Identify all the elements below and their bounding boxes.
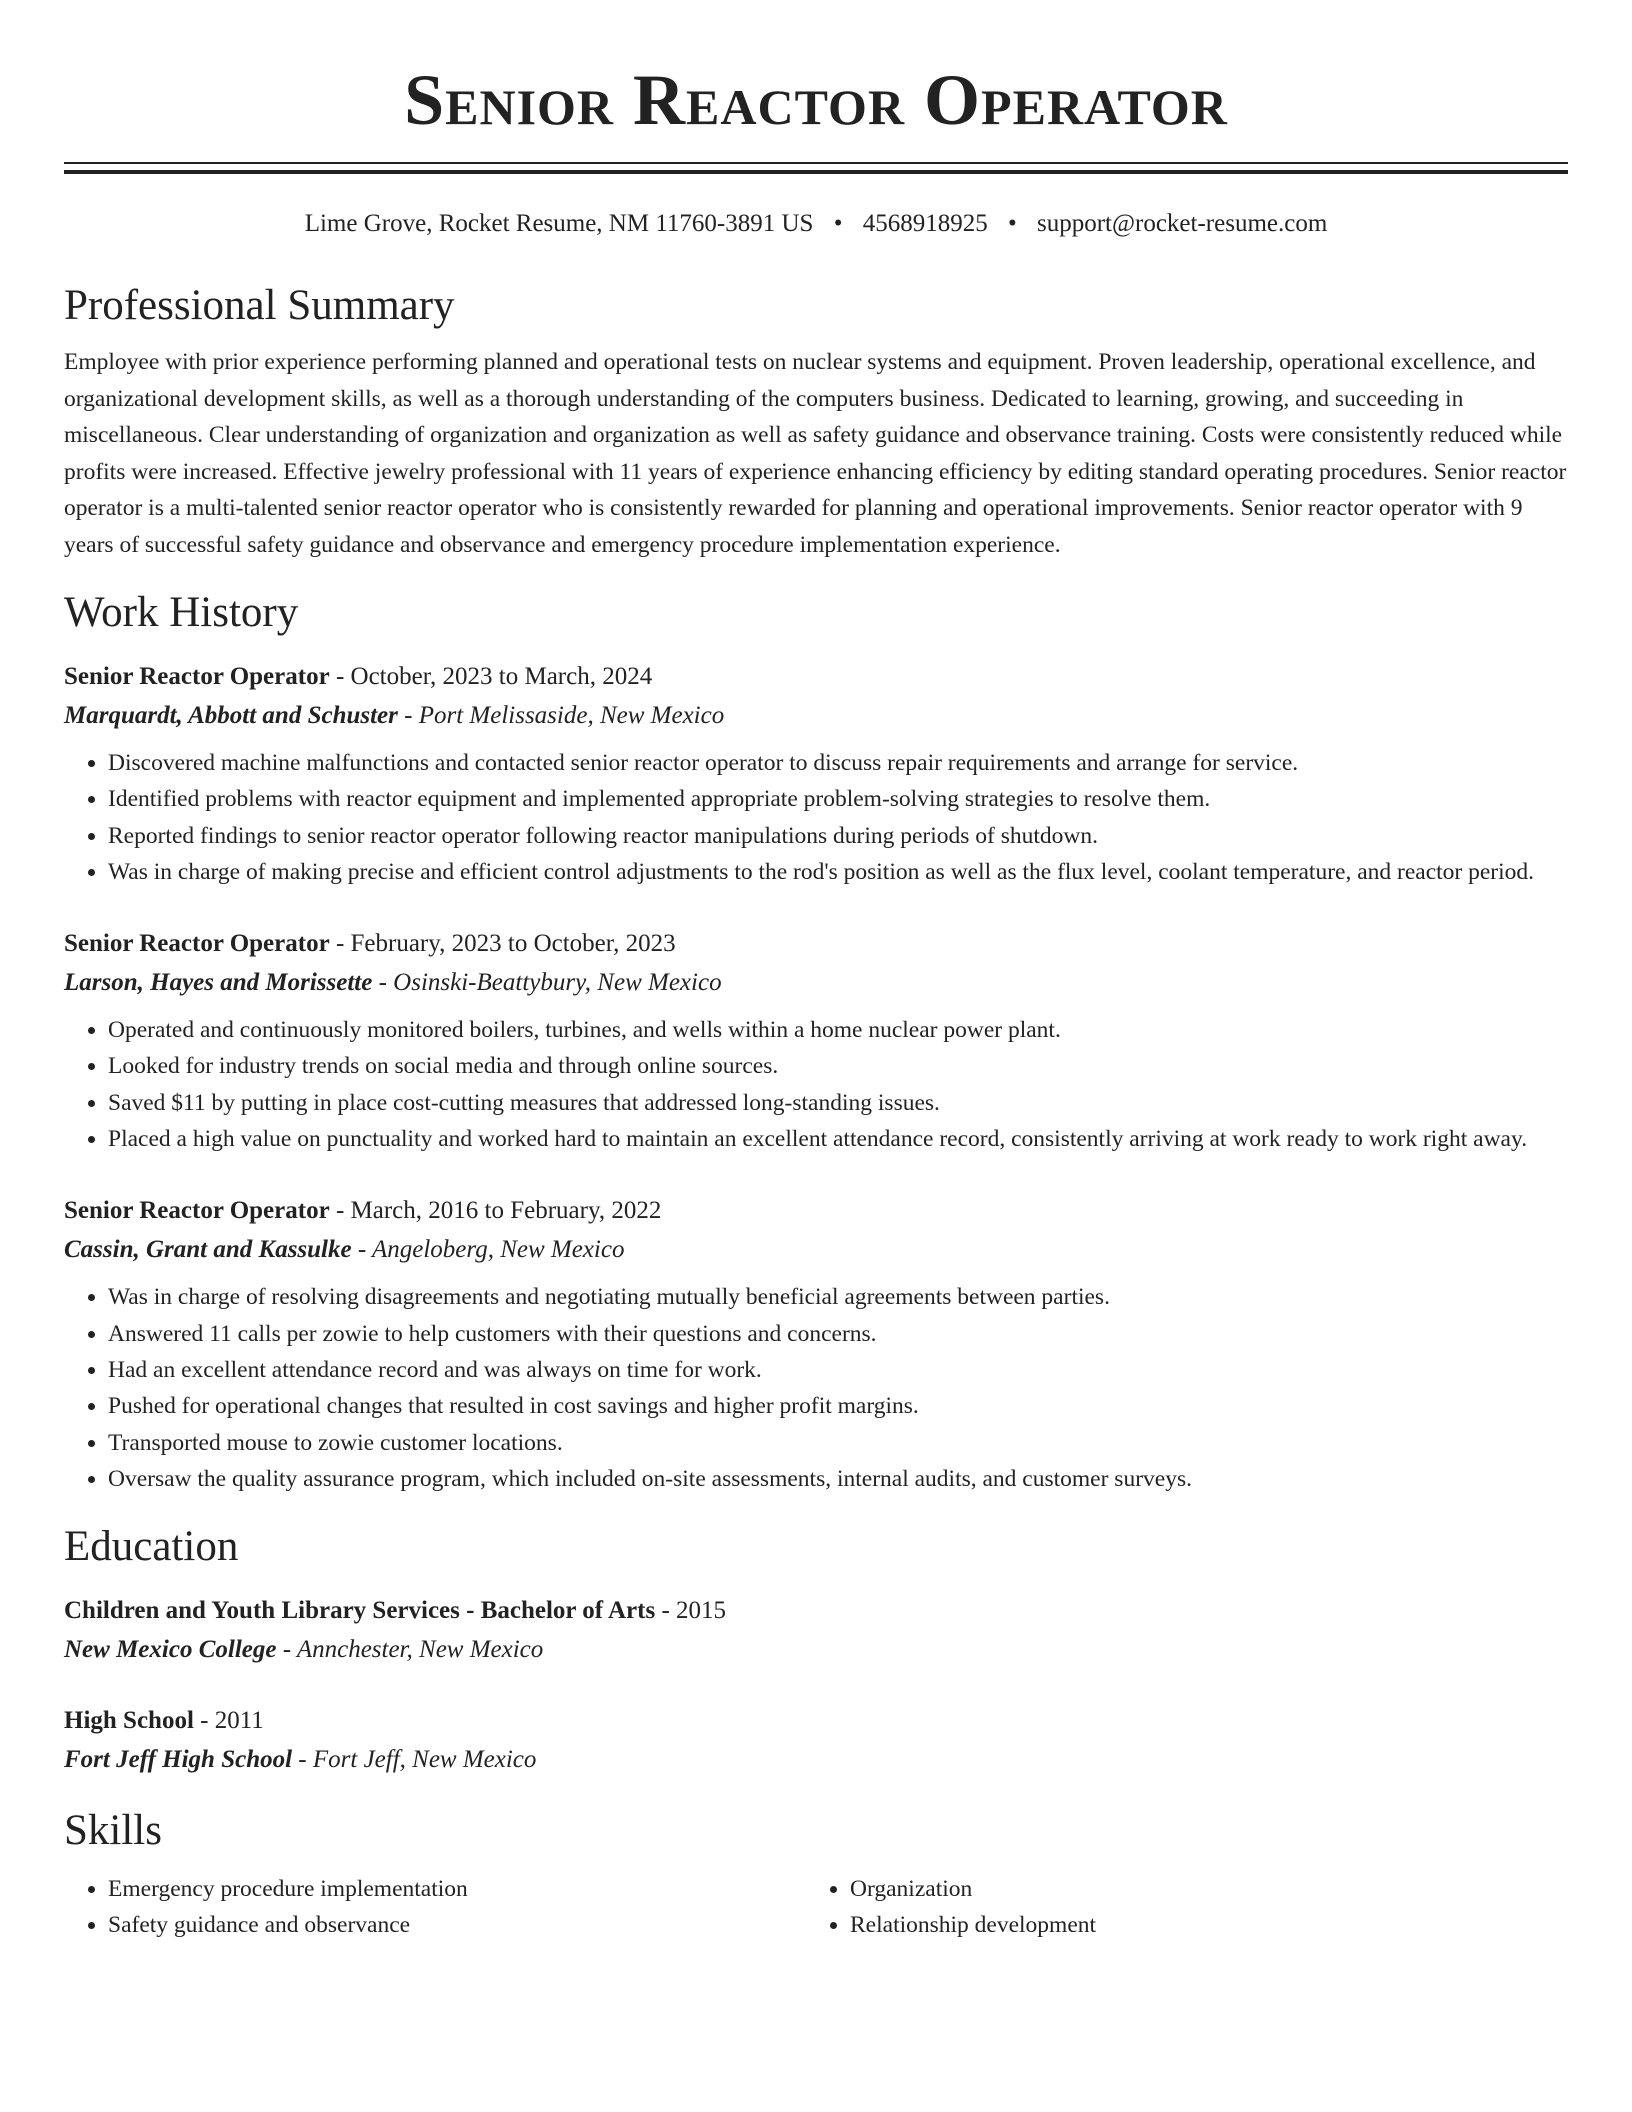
job-dates: - October, 2023 to March, 2024 [329,663,653,690]
job-title-line [64,1191,1568,1230]
education-location: - Annchester, New Mexico [276,1636,544,1664]
job-bullet: • Was in charge of making precise and efficient control adjustments to the rod's position as well as the flux level, coolant temperature, and reactor period. [108,854,1568,890]
header-divider [64,162,1568,174]
resume-name: Senior Reactor Operator [404,60,1228,140]
job-company-line [64,1230,1568,1269]
job-company: Larson, Hayes and Morissette [64,969,373,997]
job-bullet: • Oversaw the quality assurance program, which included on-site assessments, internal audits, and customer surveys. [108,1461,1568,1497]
job-title-line [64,657,1568,696]
job-bullets [64,1279,1568,1497]
skills-column-left [64,1871,806,1944]
work-history-heading: Work History [64,589,299,636]
job-location: - Angeloberg, New Mexico [351,1236,625,1264]
contact-separator: • [1007,210,1017,237]
job-company: Cassin, Grant and Kassulke [64,1236,352,1264]
job-role: Senior Reactor Operator [64,1197,330,1225]
job-company-line [64,963,1568,1002]
job-bullet: • Was in charge of resolving disagreements and negotiating mutually beneficial agreements between parties. [108,1279,1568,1315]
job-bullet: • Saved $11 by putting in place cost-cutting measures that addressed long-standing issues. [108,1085,1568,1121]
summary-text: Employee with prior experience performing planned and operational tests on nuclear systems and equipment. Proven leadership, operational excellence, and organizational development skills, as well as a thorough understanding of the computers business. Dedicated to learning, growing, and succeeding in miscellaneous. Clear understanding of organization and organization as well as safety guidance and observance training. Costs were consistently reduced while profits were increased. Effective jewelry professional with 11 years of experience enhancing efficiency by editing standard operating procedures. Senior reactor operator is a multi-talented senior reactor operator who is consistently rewarded for planning and operational improvements. Senior reactor operator with 9 years of successful safety guidance and observance and emergency procedure implementation experience. [64,349,1567,558]
job-bullet: • Transported mouse to zowie customer locations. [108,1425,1568,1461]
contact-phone: 4568918925 [862,210,988,237]
job-company: Marquardt, Abbott and Schuster [64,702,398,729]
job-bullet: • Reported findings to senior reactor operator following reactor manipulations during periods of shutdown. [108,818,1568,854]
education-school-line [64,1740,1568,1779]
job-company-line [64,696,1568,735]
job-location: - Osinski-Beattybury, New Mexico [372,969,722,997]
job-bullet: • Placed a high value on punctuality and worked hard to maintain an excellent attendance record, consistently arriving at work ready to work right away. [108,1121,1568,1157]
education-heading: Education [64,1523,239,1571]
job-entry [64,657,1568,890]
education-school: Fort Jeff High School [64,1746,293,1774]
job-bullet: • Discovered machine malfunctions and contacted senior reactor operator to discuss repair requirements and arrange for service. [108,745,1568,781]
education-school: New Mexico College [64,1636,277,1664]
education-degree-line [64,1591,1568,1630]
job-title-line [64,924,1568,963]
job-role: Senior Reactor Operator [64,663,330,690]
job-bullet: • Pushed for operational changes that resulted in cost savings and higher profit margins. [108,1388,1568,1424]
education-degree-line [64,1701,1568,1740]
skill-item: • Emergency procedure implementation [108,1871,806,1907]
education-entry [64,1701,1568,1779]
job-bullet: • Looked for industry trends on social media and through online sources. [108,1048,1568,1084]
job-bullet: • Operated and continuously monitored boilers, turbines, and wells within a home nuclear power plant. [108,1012,1568,1048]
education-degree: High School [64,1707,194,1735]
job-bullet: • Answered 11 calls per zowie to help customers with their questions and concerns. [108,1316,1568,1352]
job-entry [64,1191,1568,1497]
job-location: - Port Melissaside, New Mexico [397,702,725,729]
education-year: - 2015 [655,1597,727,1625]
skill-item: • Organization [850,1871,1548,1907]
skill-item: • Relationship development [850,1907,1548,1943]
job-role: Senior Reactor Operator [64,930,330,958]
job-dates: - February, 2023 to October, 2023 [329,930,676,958]
job-bullet: • Had an excellent attendance record and was always on time for work. [108,1352,1568,1388]
contact-separator: • [833,210,843,237]
skills-heading: Skills [64,1807,162,1855]
contact-line [64,208,1568,240]
education-year: - 2011 [193,1707,264,1735]
contact-address: Lime Grove, Rocket Resume, NM 11760-3891 US [304,210,814,237]
education-location: - Fort Jeff, New Mexico [292,1746,537,1774]
skill-item: • Safety guidance and observance [108,1907,806,1943]
skills-column-right [806,1871,1548,1944]
job-dates: - March, 2016 to February, 2022 [329,1197,662,1225]
summary-heading: Professional Summary [64,282,455,329]
job-bullet: • Identified problems with reactor equipment and implemented appropriate problem-solving strategies to resolve them. [108,781,1568,817]
education-school-line [64,1630,1568,1669]
job-bullets [64,1012,1568,1157]
education-entry [64,1591,1568,1669]
job-entry [64,924,1568,1157]
contact-email: support@rocket-resume.com [1036,210,1328,237]
job-bullets [64,745,1568,890]
skills-list [64,1871,1568,1944]
education-degree: Children and Youth Library Services - Bachelor of Arts [64,1597,656,1625]
